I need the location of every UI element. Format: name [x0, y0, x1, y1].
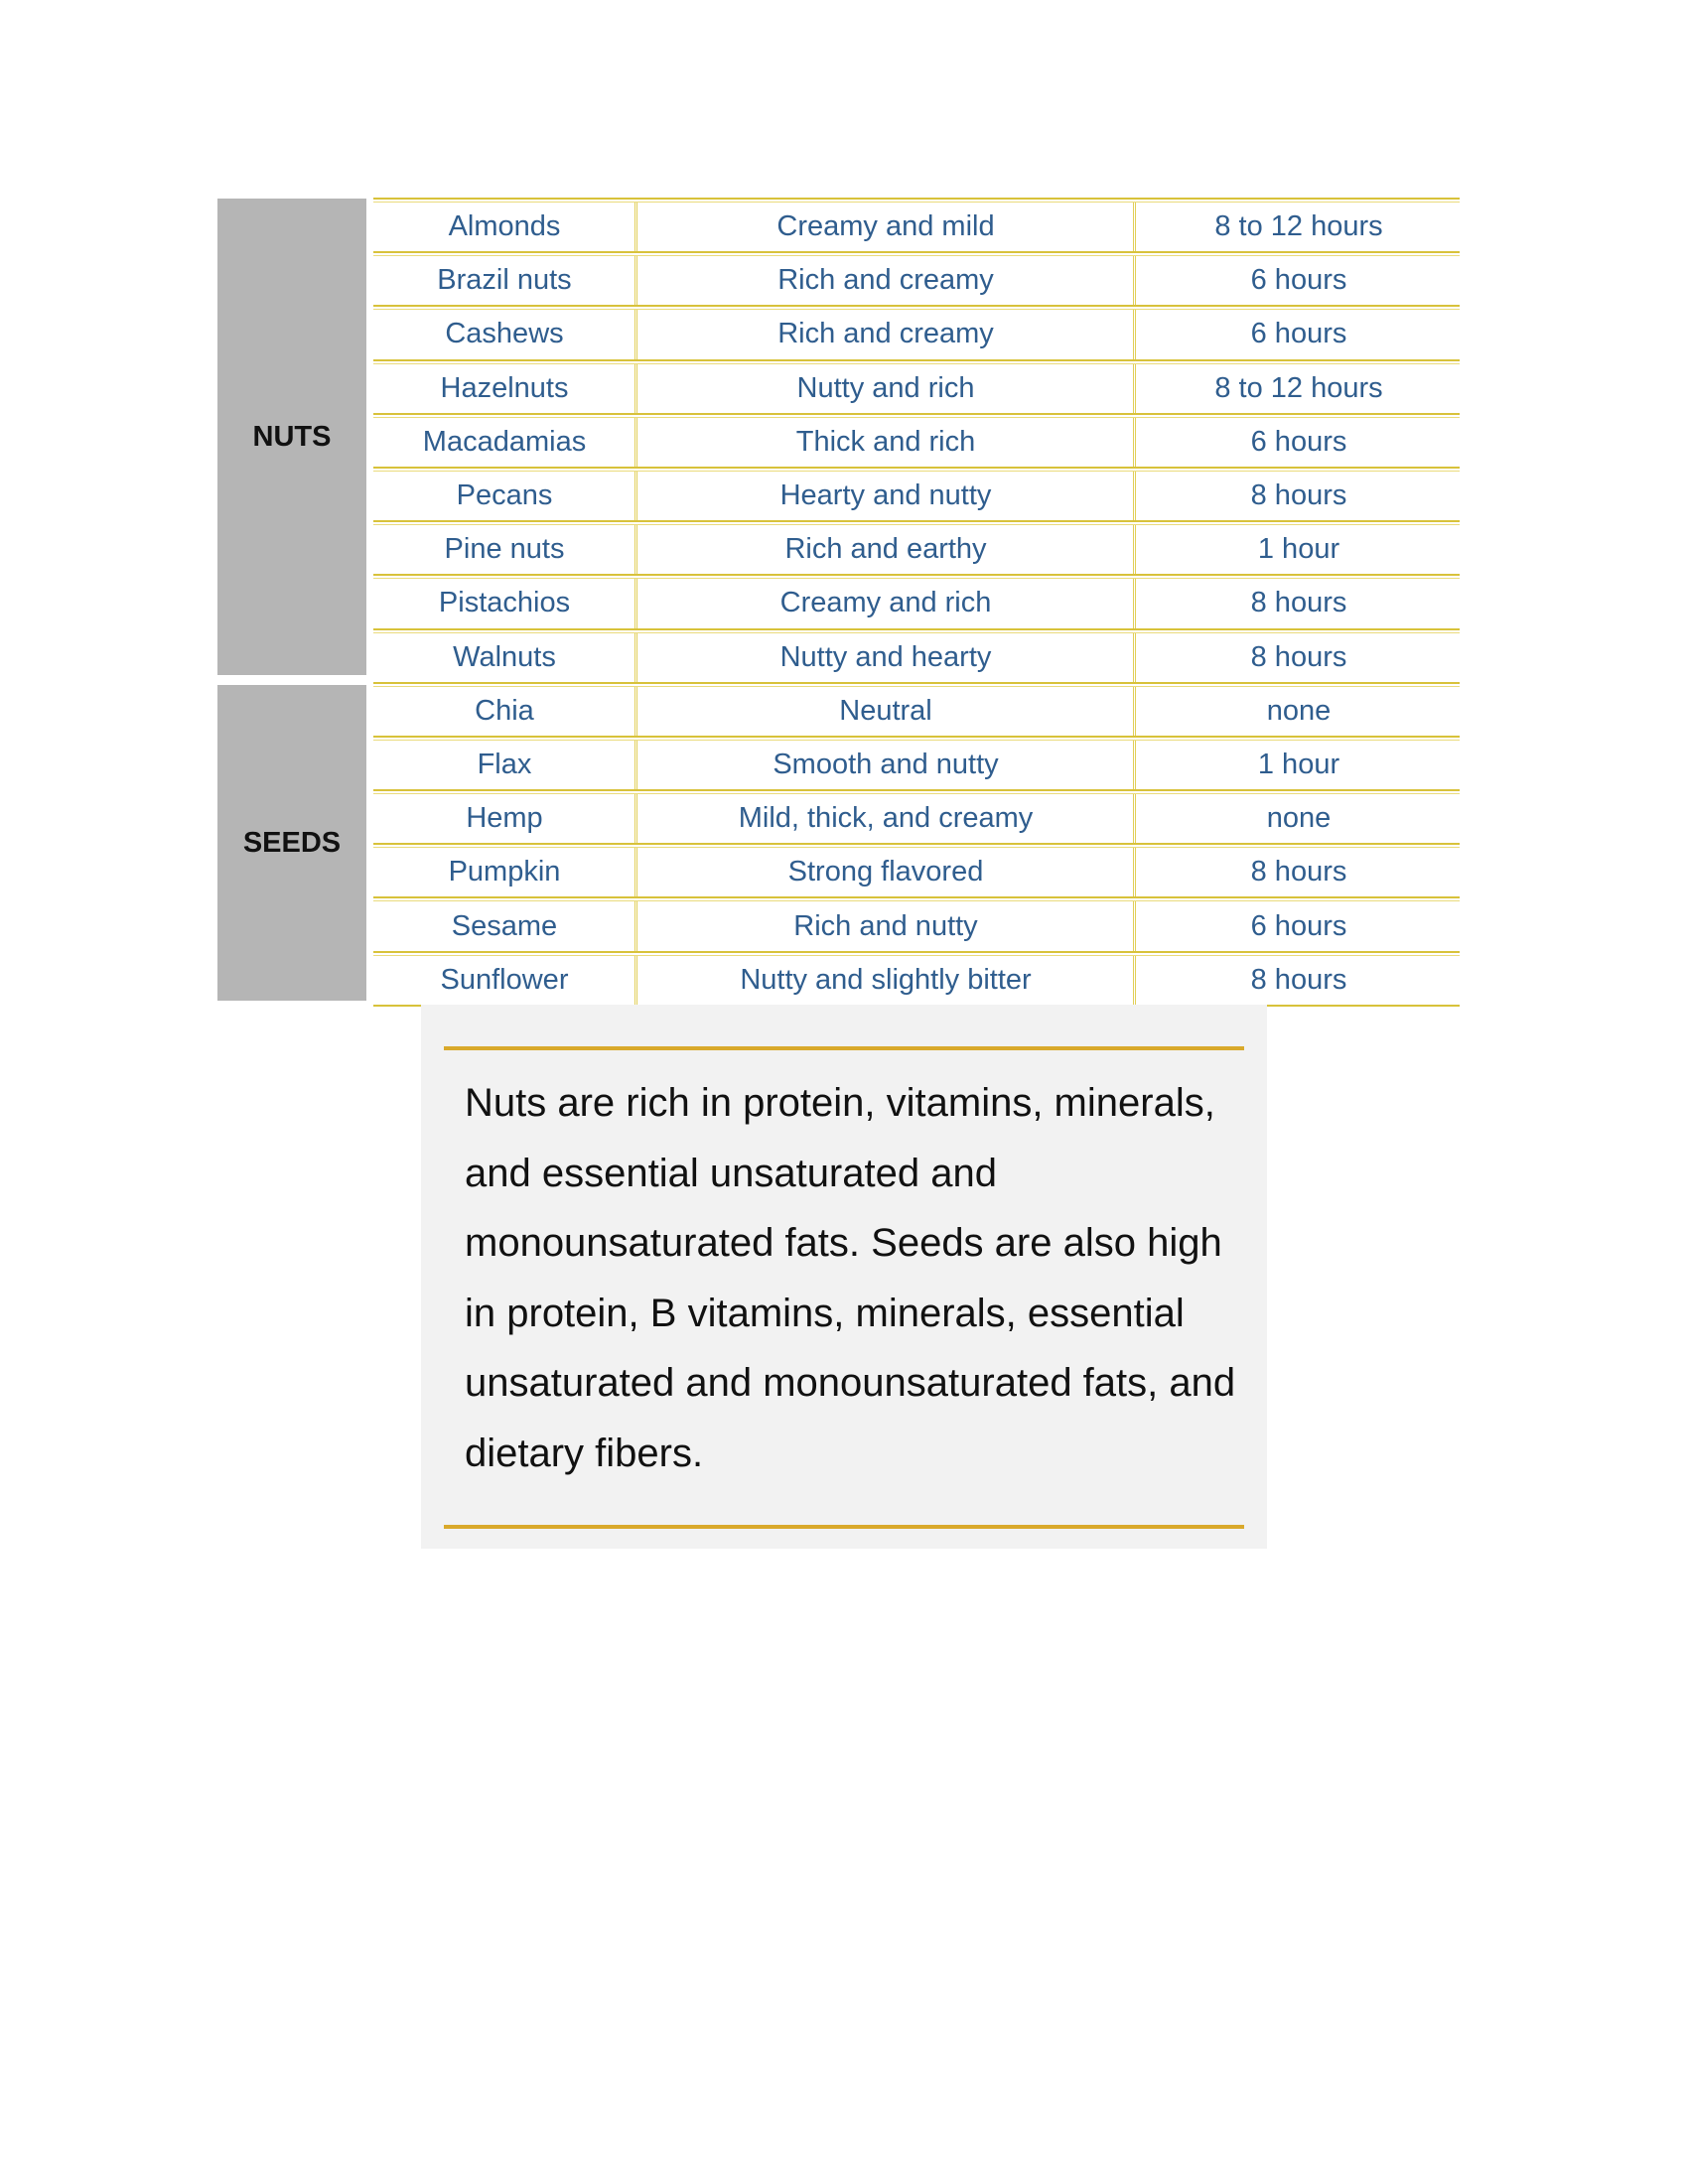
item-texture: Neutral — [839, 694, 932, 727]
column-separator — [1133, 633, 1136, 682]
column-separator — [634, 687, 637, 736]
item-texture: Rich and nutty — [793, 909, 978, 942]
column-separator — [1133, 579, 1136, 627]
table-row — [373, 413, 1460, 467]
item-texture: Thick and rich — [795, 425, 976, 458]
column-separator — [1133, 794, 1136, 843]
item-soak-time: 6 hours — [1250, 425, 1347, 458]
table-row — [373, 789, 1460, 843]
column-separator — [634, 794, 637, 843]
item-name: Pistachios — [438, 587, 571, 619]
item-soak-time: 8 hours — [1250, 640, 1347, 673]
column-separator — [634, 956, 637, 1005]
item-name: Pecans — [456, 479, 553, 512]
item-name: Cashews — [445, 318, 564, 350]
item-name: Sunflower — [440, 963, 569, 996]
item-soak-time: none — [1266, 694, 1332, 727]
table-row — [373, 736, 1460, 789]
table-row — [373, 574, 1460, 627]
column-separator — [634, 901, 637, 950]
column-separator — [1133, 364, 1136, 413]
column-separator — [634, 364, 637, 413]
item-soak-time: 8 to 12 hours — [1214, 371, 1383, 404]
column-separator — [1133, 687, 1136, 736]
item-soak-time: 1 hour — [1257, 533, 1340, 566]
item-name: Pumpkin — [448, 856, 561, 888]
column-separator — [1133, 256, 1136, 305]
item-texture: Creamy and rich — [779, 587, 992, 619]
item-name: Chia — [475, 694, 534, 727]
item-soak-time: 6 hours — [1250, 264, 1347, 297]
column-separator — [634, 203, 637, 251]
item-texture: Nutty and slightly bitter — [740, 963, 1032, 996]
column-separator — [634, 848, 637, 896]
item-name: Hazelnuts — [440, 371, 569, 404]
item-name: Flax — [477, 748, 532, 780]
column-separator — [1133, 472, 1136, 520]
item-name: Pine nuts — [444, 533, 565, 566]
table-row — [373, 682, 1460, 736]
column-separator — [634, 579, 637, 627]
table-row — [373, 359, 1460, 413]
column-separator — [1133, 901, 1136, 950]
callout-bottom-rule — [444, 1525, 1244, 1529]
item-name: Macadamias — [422, 425, 587, 458]
table-row — [373, 896, 1460, 950]
table-row — [373, 251, 1460, 305]
item-name: Hemp — [466, 802, 543, 835]
column-separator — [634, 310, 637, 358]
column-separator — [1133, 418, 1136, 467]
callout-top-rule — [444, 1046, 1244, 1050]
table-row — [373, 520, 1460, 574]
item-texture: Mild, thick, and creamy — [738, 802, 1034, 835]
column-separator — [634, 741, 637, 789]
table-row — [373, 467, 1460, 520]
column-separator — [634, 418, 637, 467]
nuts-seeds-table — [373, 198, 1460, 1005]
item-soak-time: 8 to 12 hours — [1214, 210, 1383, 243]
category-nuts: NUTS — [217, 199, 366, 675]
column-separator — [1133, 741, 1136, 789]
column-separator — [634, 525, 637, 574]
item-texture: Creamy and mild — [776, 210, 995, 243]
info-callout — [421, 1005, 1267, 1549]
item-texture: Rich and earthy — [784, 533, 987, 566]
category-divider — [217, 675, 366, 685]
column-separator — [1133, 203, 1136, 251]
table-row — [373, 843, 1460, 896]
item-soak-time: 1 hour — [1257, 748, 1340, 780]
item-texture: Strong flavored — [787, 856, 984, 888]
item-soak-time: 8 hours — [1250, 587, 1347, 619]
item-texture: Nutty and rich — [796, 371, 975, 404]
item-name: Brazil nuts — [437, 264, 572, 297]
category-seeds: SEEDS — [217, 685, 366, 1001]
column-separator — [1133, 956, 1136, 1005]
table-row — [373, 198, 1460, 251]
item-texture: Hearty and nutty — [779, 479, 992, 512]
table-row — [373, 628, 1460, 682]
item-texture: Rich and creamy — [777, 318, 994, 350]
callout-text: Nuts are rich in protein, vitamins, minerals, and essential unsaturated and monounsaturated fats. Seeds are also high in protein, B vitamins, minerals, essential unsaturated and monounsaturated fats, and dietary fibers. — [465, 1081, 1236, 1475]
item-soak-time: 8 hours — [1250, 963, 1347, 996]
column-separator — [1133, 848, 1136, 896]
item-name: Sesame — [451, 909, 558, 942]
item-texture: Smooth and nutty — [773, 748, 999, 780]
table-row — [373, 305, 1460, 358]
item-soak-time: 8 hours — [1250, 479, 1347, 512]
column-separator — [634, 256, 637, 305]
item-name: Walnuts — [453, 640, 556, 673]
item-soak-time: 8 hours — [1250, 856, 1347, 888]
column-separator — [634, 633, 637, 682]
item-texture: Nutty and hearty — [779, 640, 992, 673]
item-soak-time: 6 hours — [1250, 318, 1347, 350]
item-name: Almonds — [448, 210, 561, 243]
column-separator — [1133, 310, 1136, 358]
item-texture: Rich and creamy — [777, 264, 994, 297]
column-separator — [634, 472, 637, 520]
column-separator — [1133, 525, 1136, 574]
table-row — [373, 951, 1460, 1005]
item-soak-time: none — [1266, 802, 1332, 835]
item-soak-time: 6 hours — [1250, 909, 1347, 942]
